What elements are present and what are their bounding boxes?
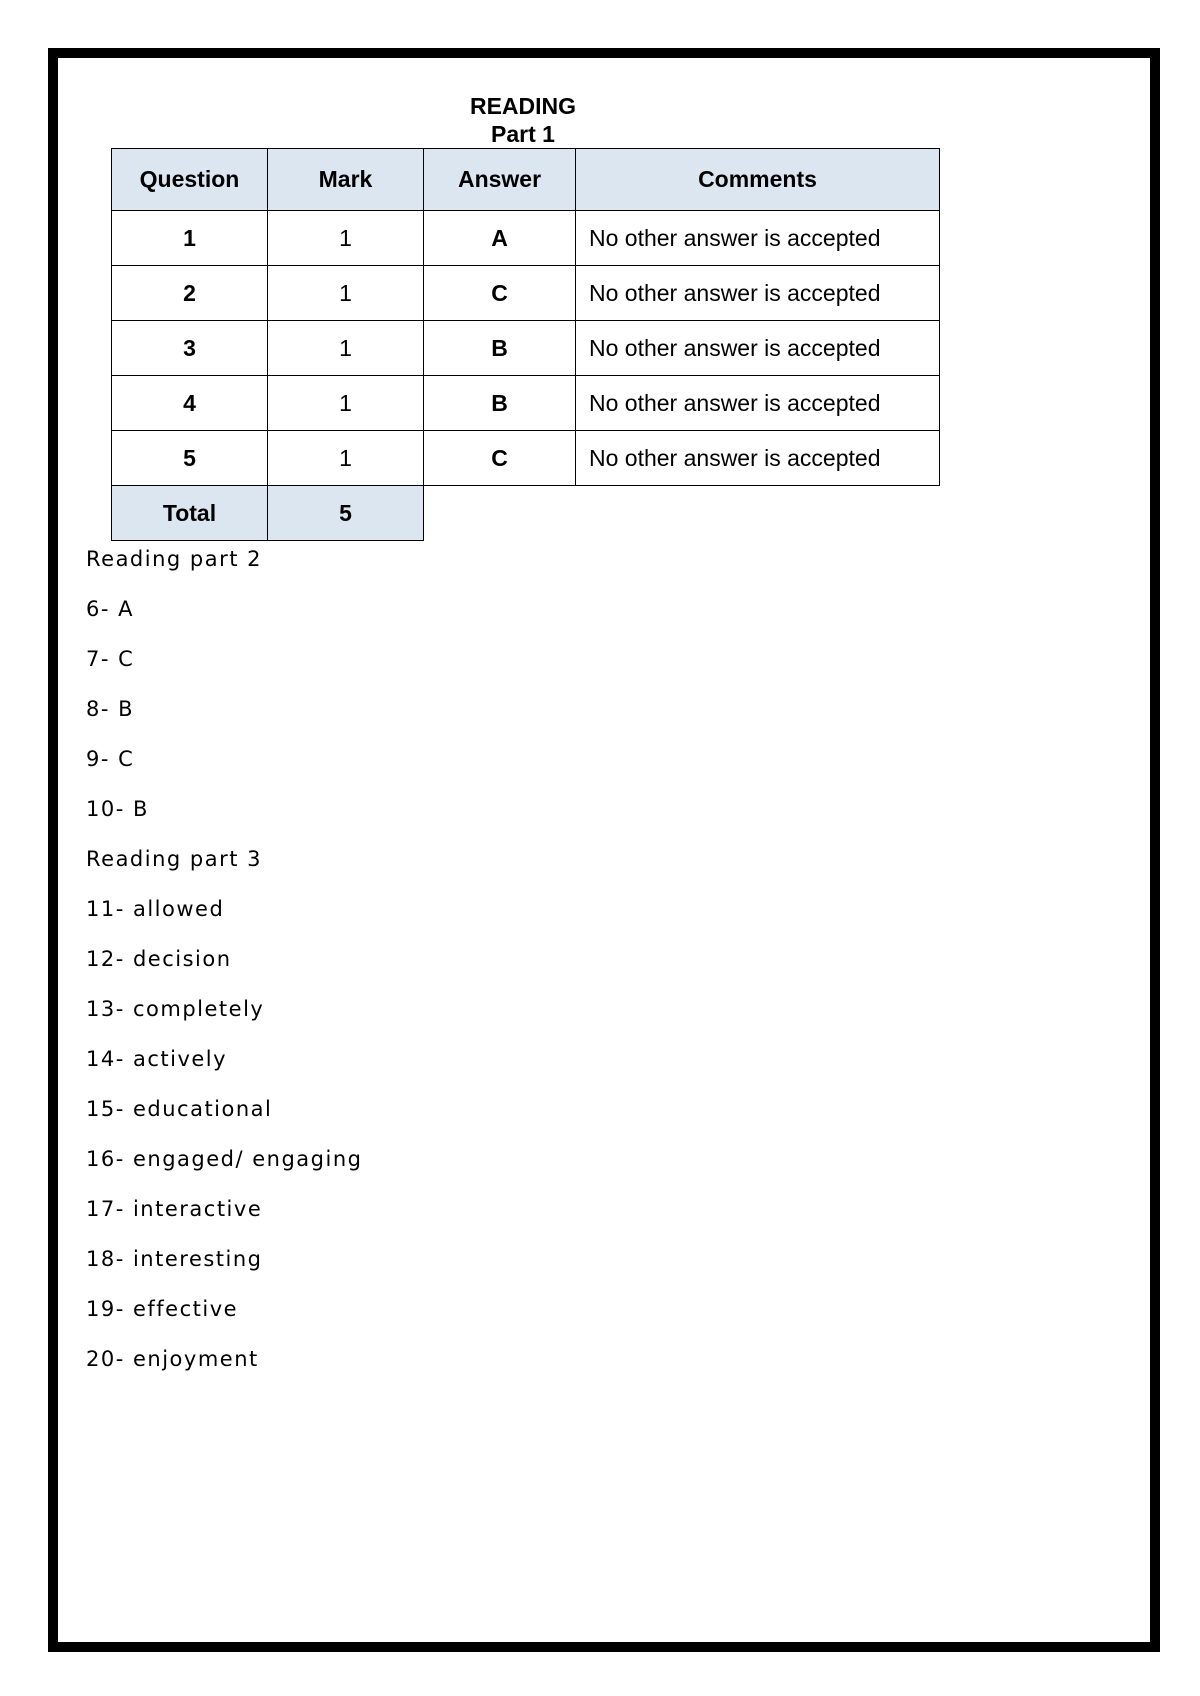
table-row (112, 211, 940, 266)
list-item: 9- C (86, 747, 135, 771)
table-row (112, 376, 940, 431)
list-item: 20- enjoyment (86, 1347, 259, 1371)
cell-answer: A (424, 211, 576, 266)
table-row (112, 321, 940, 376)
list-item: 14- actively (86, 1047, 228, 1071)
reading-heading (418, 92, 628, 148)
cell-answer: C (424, 266, 576, 321)
cell-mark: 1 (268, 321, 424, 376)
cell-mark: 1 (268, 376, 424, 431)
header-comments: Comments (576, 149, 940, 211)
answer-key-table (111, 148, 940, 541)
answers-block (86, 544, 362, 1394)
list-item: 6- A (86, 597, 134, 621)
header-question: Question (112, 149, 268, 211)
cell-mark: 1 (268, 431, 424, 486)
header-answer: Answer (424, 149, 576, 211)
part3-heading: Reading part 3 (86, 847, 263, 871)
cell-question: 4 (112, 376, 268, 431)
list-item: 18- interesting (86, 1247, 263, 1271)
cell-question: 2 (112, 266, 268, 321)
list-item: 17- interactive (86, 1197, 263, 1221)
total-row-spacer (424, 486, 576, 541)
cell-mark: 1 (268, 266, 424, 321)
cell-question: 3 (112, 321, 268, 376)
header-mark: Mark (268, 149, 424, 211)
list-item: 13- completely (86, 997, 265, 1021)
cell-answer: B (424, 376, 576, 431)
list-item: 16- engaged/ engaging (86, 1147, 363, 1171)
table-row (112, 431, 940, 486)
cell-comment: No other answer is accepted (576, 211, 940, 266)
list-item: 12- decision (86, 947, 232, 971)
cell-comment: No other answer is accepted (576, 266, 940, 321)
total-row-spacer (576, 486, 940, 541)
cell-question: 1 (112, 211, 268, 266)
list-item: 8- B (86, 697, 135, 721)
table-row (112, 266, 940, 321)
part2-heading: Reading part 2 (86, 547, 263, 571)
cell-mark: 1 (268, 211, 424, 266)
heading-subtitle: Part 1 (491, 121, 555, 147)
list-item: 15- educational (86, 1097, 273, 1121)
list-item: 11- allowed (86, 897, 225, 921)
cell-comment: No other answer is accepted (576, 376, 940, 431)
total-value: 5 (268, 486, 424, 541)
total-row (112, 486, 940, 541)
cell-comment: No other answer is accepted (576, 431, 940, 486)
total-label: Total (112, 486, 268, 541)
cell-answer: B (424, 321, 576, 376)
table-header-row (112, 149, 940, 211)
list-item: 7- C (86, 647, 135, 671)
cell-answer: C (424, 431, 576, 486)
list-item: 10- B (86, 797, 149, 821)
heading-title: READING (469, 93, 577, 119)
list-item: 19- effective (86, 1297, 239, 1321)
cell-comment: No other answer is accepted (576, 321, 940, 376)
cell-question: 5 (112, 431, 268, 486)
